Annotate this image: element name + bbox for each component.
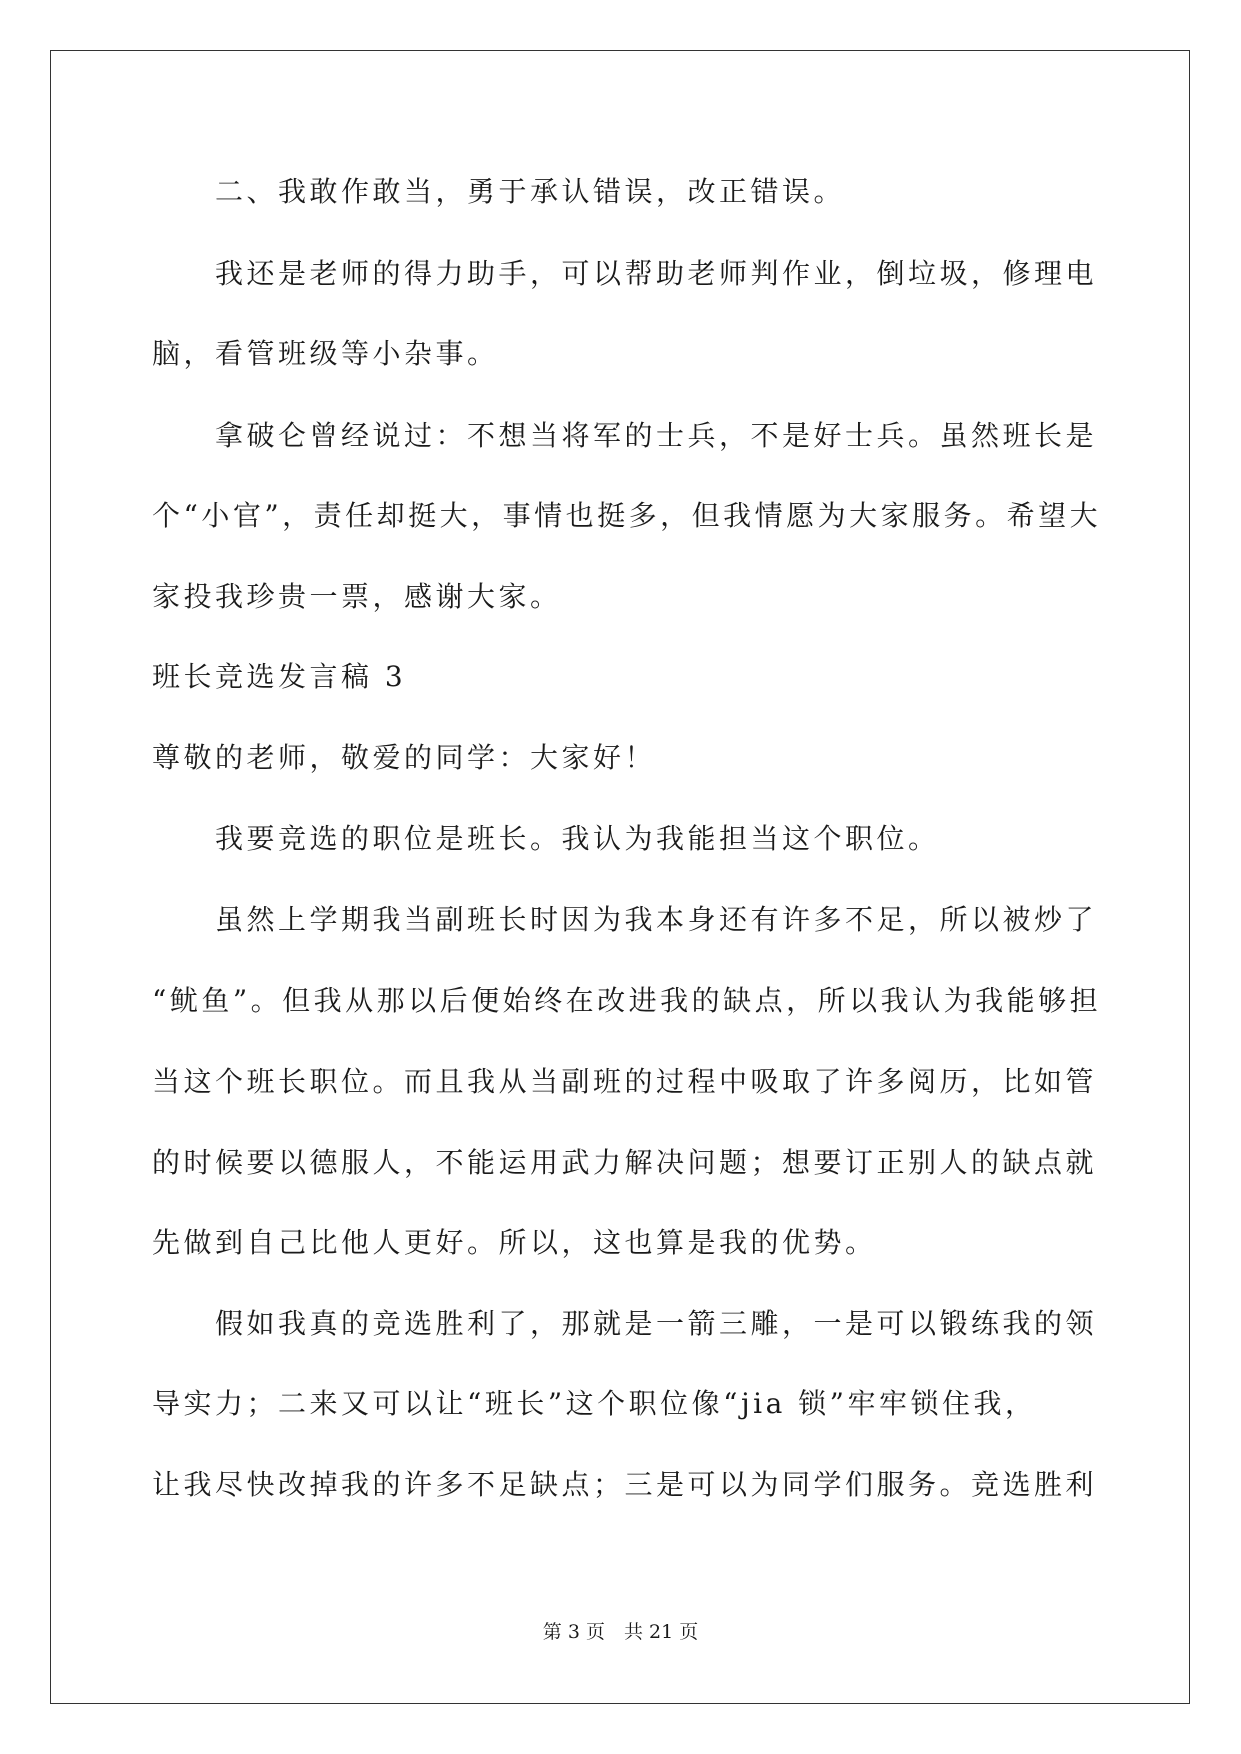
paragraph-line: 当这个班长职位。而且我从当副班的过程中吸取了许多阅历，比如管 [152, 1065, 1098, 1098]
paragraph-line: 假如我真的竞选胜利了，那就是一箭三雕，一是可以锻练我的领 [215, 1307, 1098, 1340]
paragraph-line: 脑，看管班级等小杂事。 [152, 337, 499, 370]
paragraph-line: 我要竞选的职位是班长。我认为我能担当这个职位。 [215, 822, 940, 855]
paragraph-line: 二、我敢作敢当，勇于承认错误，改正错误。 [215, 175, 846, 208]
paragraph-line: 虽然上学期我当副班长时因为我本身还有许多不足，所以被炒了 [215, 903, 1098, 936]
paragraph-line: 先做到自己比他人更好。所以，这也算是我的优势。 [152, 1226, 877, 1259]
paragraph-line: 个“小官”，责任却挺大，事情也挺多，但我情愿为大家服务。希望大 [152, 499, 1102, 532]
paragraph-line: 我还是老师的得力助手，可以帮助老师判作业，倒垃圾，修理电 [215, 257, 1098, 290]
page-number-footer: 第 3 页 共 21 页 [542, 1621, 699, 1643]
paragraph-line: 拿破仑曾经说过：不想当将军的士兵，不是好士兵。虽然班长是 [215, 419, 1098, 452]
paragraph-line: 家投我珍贵一票，感谢大家。 [152, 580, 562, 613]
paragraph-line: 让我尽快改掉我的许多不足缺点；三是可以为同学们服务。竞选胜利 [152, 1468, 1098, 1501]
page-border [50, 50, 1190, 1704]
paragraph-line: 导实力；二来又可以让“班长”这个职位像“jia 锁”牢牢锁住我， [152, 1387, 1037, 1420]
paragraph-line: 的时候要以德服人，不能运用武力解决问题；想要订正别人的缺点就 [152, 1146, 1098, 1179]
section-heading: 班长竞选发言稿 3 [152, 660, 407, 693]
paragraph-line: “鱿鱼”。但我从那以后便始终在改进我的缺点，所以我认为我能够担 [152, 984, 1102, 1017]
salutation-line: 尊敬的老师，敬爱的同学：大家好！ [152, 741, 657, 774]
